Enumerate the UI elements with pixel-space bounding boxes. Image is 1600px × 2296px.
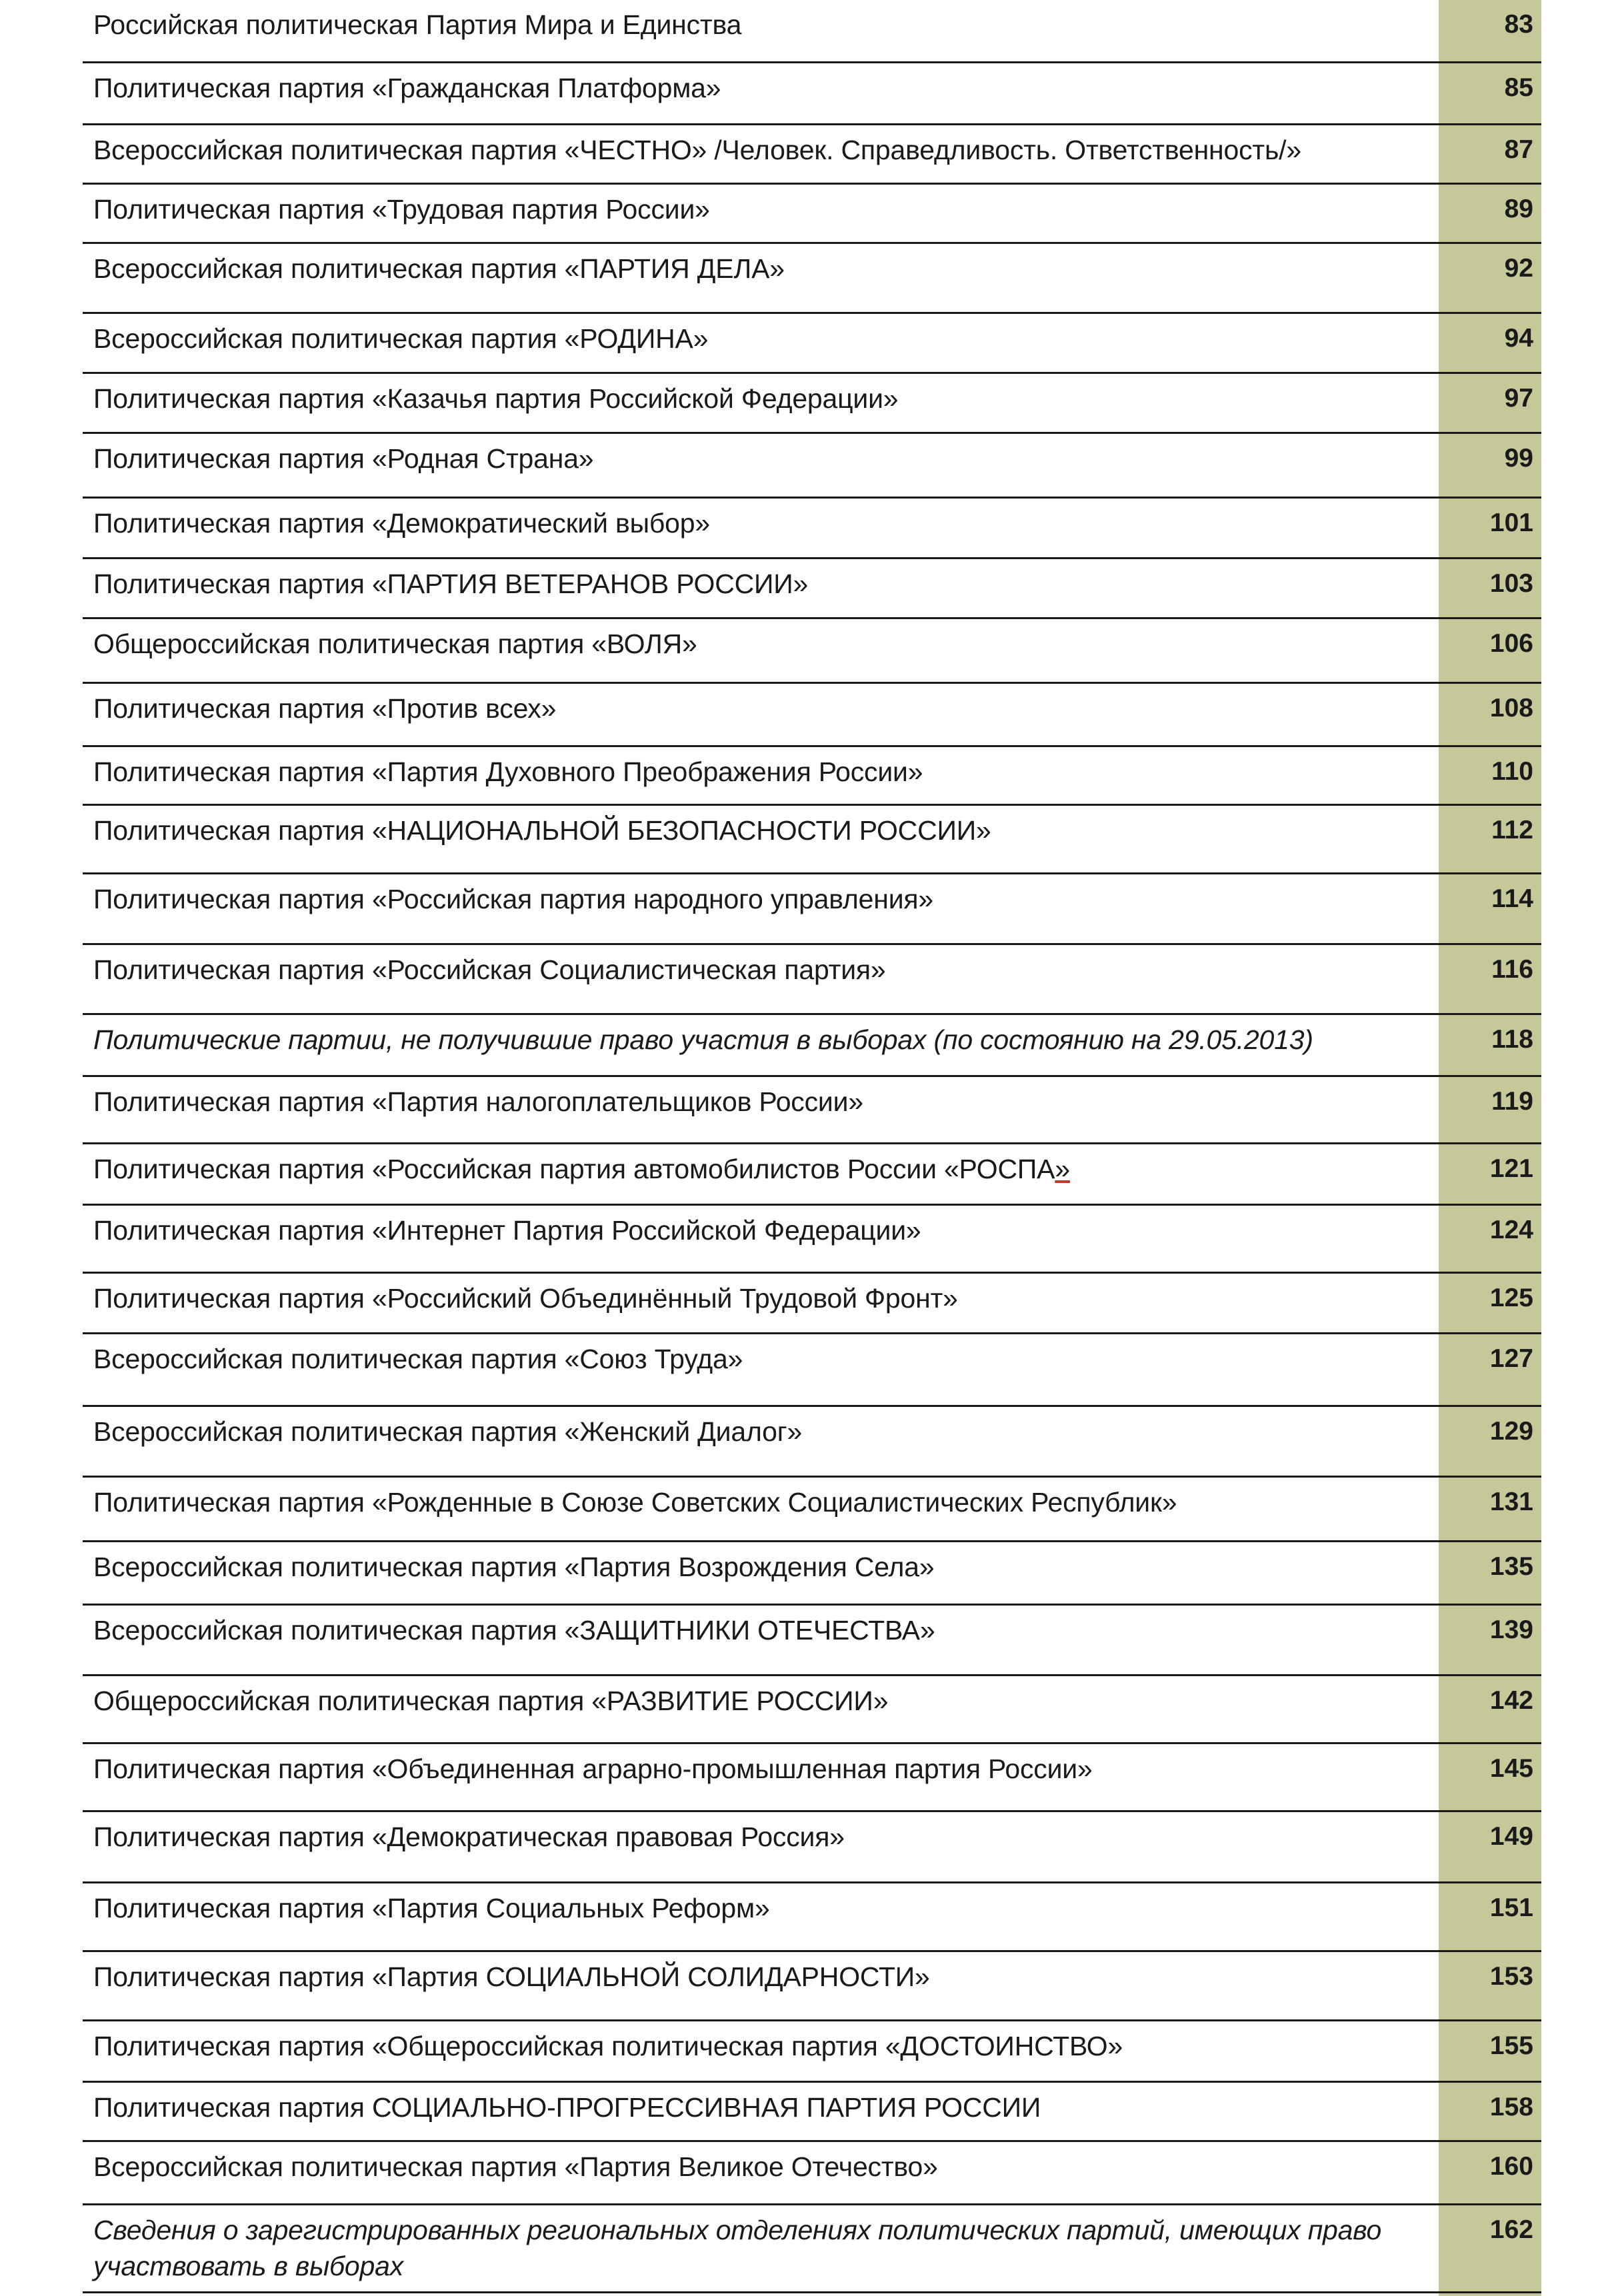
toc-entry-title: Политическая партия «Трудовая партия России»	[93, 194, 710, 225]
toc-entry-page-number: 135	[1489, 1552, 1533, 1581]
toc-entry-title: Политическая партия «Общероссийская политическая партия «ДОСТОИНСТВО»	[93, 2031, 1123, 2061]
toc-entry-title: Политические партии, не получившие право участия в выборах (по состоянию на 29.05.2013)	[93, 1024, 1313, 1055]
toc-entry-page-number: 92	[1504, 254, 1533, 283]
toc-entry-page-number: 99	[1504, 444, 1533, 473]
toc-row[interactable]	[83, 1144, 1541, 1206]
toc-entry-page-number: 142	[1489, 1686, 1533, 1715]
toc-row[interactable]	[83, 1606, 1541, 1676]
toc-entry-title: Политическая партия «Родная Страна»	[93, 443, 594, 474]
toc-entry-page-number: 131	[1489, 1488, 1533, 1516]
toc-entry-title: Всероссийская политическая партия «Союз Труда»	[93, 1344, 743, 1374]
toc-entry-title: Политическая партия «Партия СОЦИАЛЬНОЙ СОЛИДАРНОСТИ»	[93, 1961, 930, 1992]
toc-entry-page-number: 121	[1489, 1154, 1533, 1183]
toc-entry-page-number: 87	[1504, 135, 1533, 164]
toc-entry-title: Российская политическая Партия Мира и Единства	[93, 9, 742, 40]
toc-row[interactable]	[83, 244, 1541, 314]
toc-row[interactable]	[83, 125, 1541, 185]
toc-entry-title: Политическая партия «Партия Духовного Преображения России»	[93, 756, 923, 787]
toc-entry-page-number: 129	[1489, 1417, 1533, 1446]
toc-entry-title: Политическая партия «Демократический выбор»	[93, 508, 710, 539]
toc-row[interactable]	[83, 2205, 1541, 2293]
toc-entry-page-number: 149	[1489, 1822, 1533, 1851]
toc-entry-page-number: 106	[1489, 629, 1533, 658]
toc-row[interactable]	[83, 2021, 1541, 2083]
toc-entry-title: Всероссийская политическая партия «ЧЕСТНО» /Человек. Справедливость. Ответственность/»	[93, 135, 1301, 165]
toc-row[interactable]	[83, 559, 1541, 619]
toc-entry-page-number: 145	[1489, 1754, 1533, 1783]
toc-entry-page-number: 103	[1489, 569, 1533, 598]
toc-entry-page-number: 151	[1489, 1893, 1533, 1922]
toc-row[interactable]	[83, 1077, 1541, 1144]
toc-entry-title: Политическая партия «Интернет Партия Российской Федерации»	[93, 1215, 921, 1246]
toc-entry-page-number: 108	[1489, 694, 1533, 722]
toc-entry-page-number: 85	[1504, 73, 1533, 102]
toc-entry-title: Общероссийская политическая партия «РАЗВИТИЕ РОССИИ»	[93, 1686, 889, 1716]
toc-entry-page-number: 124	[1489, 1216, 1533, 1244]
toc-row[interactable]	[83, 185, 1541, 244]
toc-row[interactable]	[83, 2083, 1541, 2142]
toc-row[interactable]	[83, 1883, 1541, 1952]
toc-entry-title: Политическая партия «Партия Социальных Реформ»	[93, 1893, 770, 1923]
toc-entry-title-tail: »	[1055, 1154, 1070, 1184]
toc-entry-page-number: 110	[1491, 757, 1533, 786]
toc-row[interactable]	[83, 1206, 1541, 1274]
toc-entry-title: Политическая партия «Российская партия автомобилистов России «РОСПА»	[93, 1154, 1070, 1184]
toc-row[interactable]	[83, 1407, 1541, 1478]
toc-row[interactable]	[83, 314, 1541, 374]
toc-entry-title: Сведения о зарегистрированных региональных отделениях политических партий, имеющих право участвовать в выборах	[93, 2215, 1382, 2281]
toc-entry-title: Политическая партия «НАЦИОНАЛЬНОЙ БЕЗОПАСНОСТИ РОССИИ»	[93, 815, 991, 846]
toc-entry-page-number: 153	[1489, 1962, 1533, 1991]
toc-entry-title: Всероссийская политическая партия «Партия Возрождения Села»	[93, 1552, 935, 1582]
toc-entry-title: Политическая партия «ПАРТИЯ ВЕТЕРАНОВ РОССИИ»	[93, 569, 809, 599]
toc-row[interactable]	[83, 619, 1541, 684]
toc-entry-page-number: 101	[1489, 509, 1533, 537]
toc-entry-page-number: 155	[1489, 2031, 1533, 2060]
toc-row[interactable]	[83, 1478, 1541, 1542]
toc-entry-page-number: 162	[1489, 2215, 1533, 2244]
toc-entry-page-number: 127	[1489, 1344, 1533, 1373]
toc-entry-title: Политическая партия «Против всех»	[93, 693, 557, 724]
toc-entry-page-number: 160	[1489, 2152, 1533, 2181]
toc-row[interactable]	[83, 63, 1541, 125]
toc-row[interactable]	[83, 1334, 1541, 1407]
toc-row[interactable]	[83, 945, 1541, 1015]
toc-entry-title: Всероссийская политическая партия «Женский Диалог»	[93, 1416, 803, 1447]
toc-entry-title: Всероссийская политическая партия «ЗАЩИТНИКИ ОТЕЧЕСТВА»	[93, 1615, 935, 1646]
toc-entry-title: Всероссийская политическая партия «ПАРТИЯ ДЕЛА»	[93, 253, 785, 284]
toc-entry-title: Всероссийская политическая партия «Партия Великое Отечество»	[93, 2151, 938, 2182]
toc-entry-page-number: 116	[1491, 955, 1533, 984]
toc-entry-title: Политическая партия «Российская Социалистическая партия»	[93, 954, 886, 985]
toc-entry-title: Политическая партия «Демократическая правовая Россия»	[93, 1821, 845, 1852]
toc-entry-page-number: 125	[1489, 1284, 1533, 1312]
toc-entry-title: Политическая партия «Российский Объединённый Трудовой Фронт»	[93, 1283, 958, 1314]
toc-row[interactable]	[83, 374, 1541, 434]
toc-entry-title: Политическая партия «Партия налогоплательщиков России»	[93, 1086, 863, 1117]
toc-entry-page-number: 83	[1504, 10, 1533, 39]
toc-row[interactable]	[83, 1015, 1541, 1077]
toc-entry-page-number: 97	[1504, 384, 1533, 413]
toc-entry-title: Политическая партия СОЦИАЛЬНО-ПРОГРЕССИВНАЯ ПАРТИЯ РОССИИ	[93, 2092, 1041, 2123]
table-of-contents	[83, 0, 1541, 2293]
toc-row[interactable]	[83, 1676, 1541, 1744]
toc-row[interactable]	[83, 1812, 1541, 1883]
toc-row[interactable]	[83, 434, 1541, 499]
toc-row[interactable]	[83, 874, 1541, 945]
toc-entry-title: Политическая партия «Российская партия народного управления»	[93, 884, 934, 914]
toc-row[interactable]	[83, 499, 1541, 559]
toc-entry-page-number: 89	[1504, 195, 1533, 223]
toc-row[interactable]	[83, 1952, 1541, 2021]
toc-entry-page-number: 139	[1489, 1616, 1533, 1644]
toc-row[interactable]	[83, 747, 1541, 806]
toc-row[interactable]	[83, 1542, 1541, 1606]
toc-entry-title: Общероссийская политическая партия «ВОЛЯ»	[93, 628, 697, 659]
toc-entry-title: Политическая партия «Гражданская Платформа»	[93, 73, 721, 103]
toc-entry-page-number: 158	[1489, 2093, 1533, 2121]
toc-entry-page-number: 119	[1491, 1087, 1533, 1116]
toc-entry-title: Всероссийская политическая партия «РОДИНА»	[93, 323, 709, 354]
toc-row[interactable]	[83, 0, 1541, 63]
toc-entry-title: Политическая партия «Казачья партия Российской Федерации»	[93, 383, 899, 414]
toc-row[interactable]	[83, 1744, 1541, 1812]
toc-entry-title: Политическая партия «Объединенная аграрно-промышленная партия России»	[93, 1753, 1093, 1784]
toc-row[interactable]	[83, 2142, 1541, 2205]
toc-entry-page-number: 112	[1491, 816, 1533, 844]
toc-row[interactable]	[83, 1274, 1541, 1334]
toc-row[interactable]	[83, 684, 1541, 747]
toc-entry-page-number: 94	[1504, 324, 1533, 353]
toc-entry-page-number: 114	[1491, 884, 1533, 913]
toc-entry-title: Политическая партия «Рожденные в Союзе Советских Социалистических Республик»	[93, 1487, 1177, 1518]
toc-row[interactable]	[83, 806, 1541, 874]
toc-entry-page-number: 118	[1491, 1025, 1533, 1054]
